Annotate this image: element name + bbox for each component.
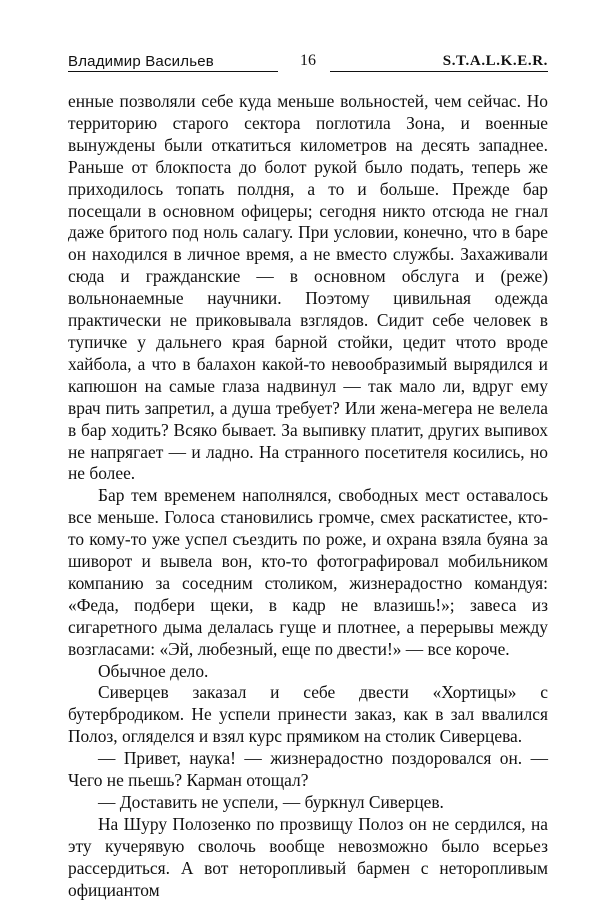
header-rule-right [330, 71, 548, 72]
paragraph: Бар тем временем наполнялся, свободных мест оставалось все меньше. Голоса становились громче, смех раскатистее, кто-то кому-то уже успел съездить по роже, и охрана взяла буяна за шиворот и вывела вон, кто-то фотографировал мобильником компанию за соседним столиком, жизнерадостно командуя: «Феда, подбери щеки, в кадр не влазишь!»; завеса из сигаретного дыма делалась гуще и плотнее, а перерывы между возгласами: «Эй, любезный, еще по двести!» — все короче. [68, 485, 548, 659]
header-rule-left [68, 71, 278, 72]
paragraph: Сиверцев заказал и себе двести «Хортицы» с бутербродиком. Не успели принести заказ, как в зал ввалился Полоз, огляделся и взял курс прямиком на столик Сиверцева. [68, 682, 548, 747]
paragraph: — Доставить не успели, — буркнул Сиверцев. [98, 792, 444, 812]
running-header [68, 50, 548, 72]
header-series-title: S.T.A.L.K.E.R. [442, 53, 548, 69]
paragraph: — Привет, наука! — жизнерадостно поздоровался он. — Чего не пьешь? Карман отощал? [68, 748, 548, 791]
page-body [68, 91, 548, 902]
page-number: 16 [300, 52, 316, 69]
paragraph: На Шуру Полозенко по прозвищу Полоз он не сердился, на эту кучерявую сволочь вообще невозможно было всерьез рассердиться. А вот неторопливый бармен с неторопливым официантом [68, 813, 548, 900]
paragraph: Обычное дело. [98, 660, 209, 681]
paragraph: енные позволяли себе куда меньше вольностей, чем сейчас. Но территорию старого сектора поглотила Зона, и военные вынуждены были откатиться километров на десять западнее. Раньше от блокпоста до болот рукой было подать, теперь же приходилось топать полдня, а то и больше. Прежде бар посещали в основном офицеры; сегодня никто отсюда не гнал даже бритого под ноль салагу. При условии, конечно, что в баре он находился в личное время, а не вместо службы. Захаживали сюда и гражданские — в основном обслуга и (реже) вольнонаемные научники. Поэтому цивильная одежда практически не приковывала взглядов. Сидит себе человек в тупичке у дальнего края барной стойки, цедит чтото вроде хайбола, а что в балахон какой-то невообразимый вырядился и капюшон на самые глаза надвинул — так мало ли, вдруг ему врач пить запретил, а душа требует? Или жена-мегера не велела в бар ходить? Всяко бывает. За выпивку платит, других выпивох не напрягает — и ладно. На странного посетителя косились, но не более. [68, 91, 548, 484]
header-author: Владимир Васильев [68, 53, 214, 70]
